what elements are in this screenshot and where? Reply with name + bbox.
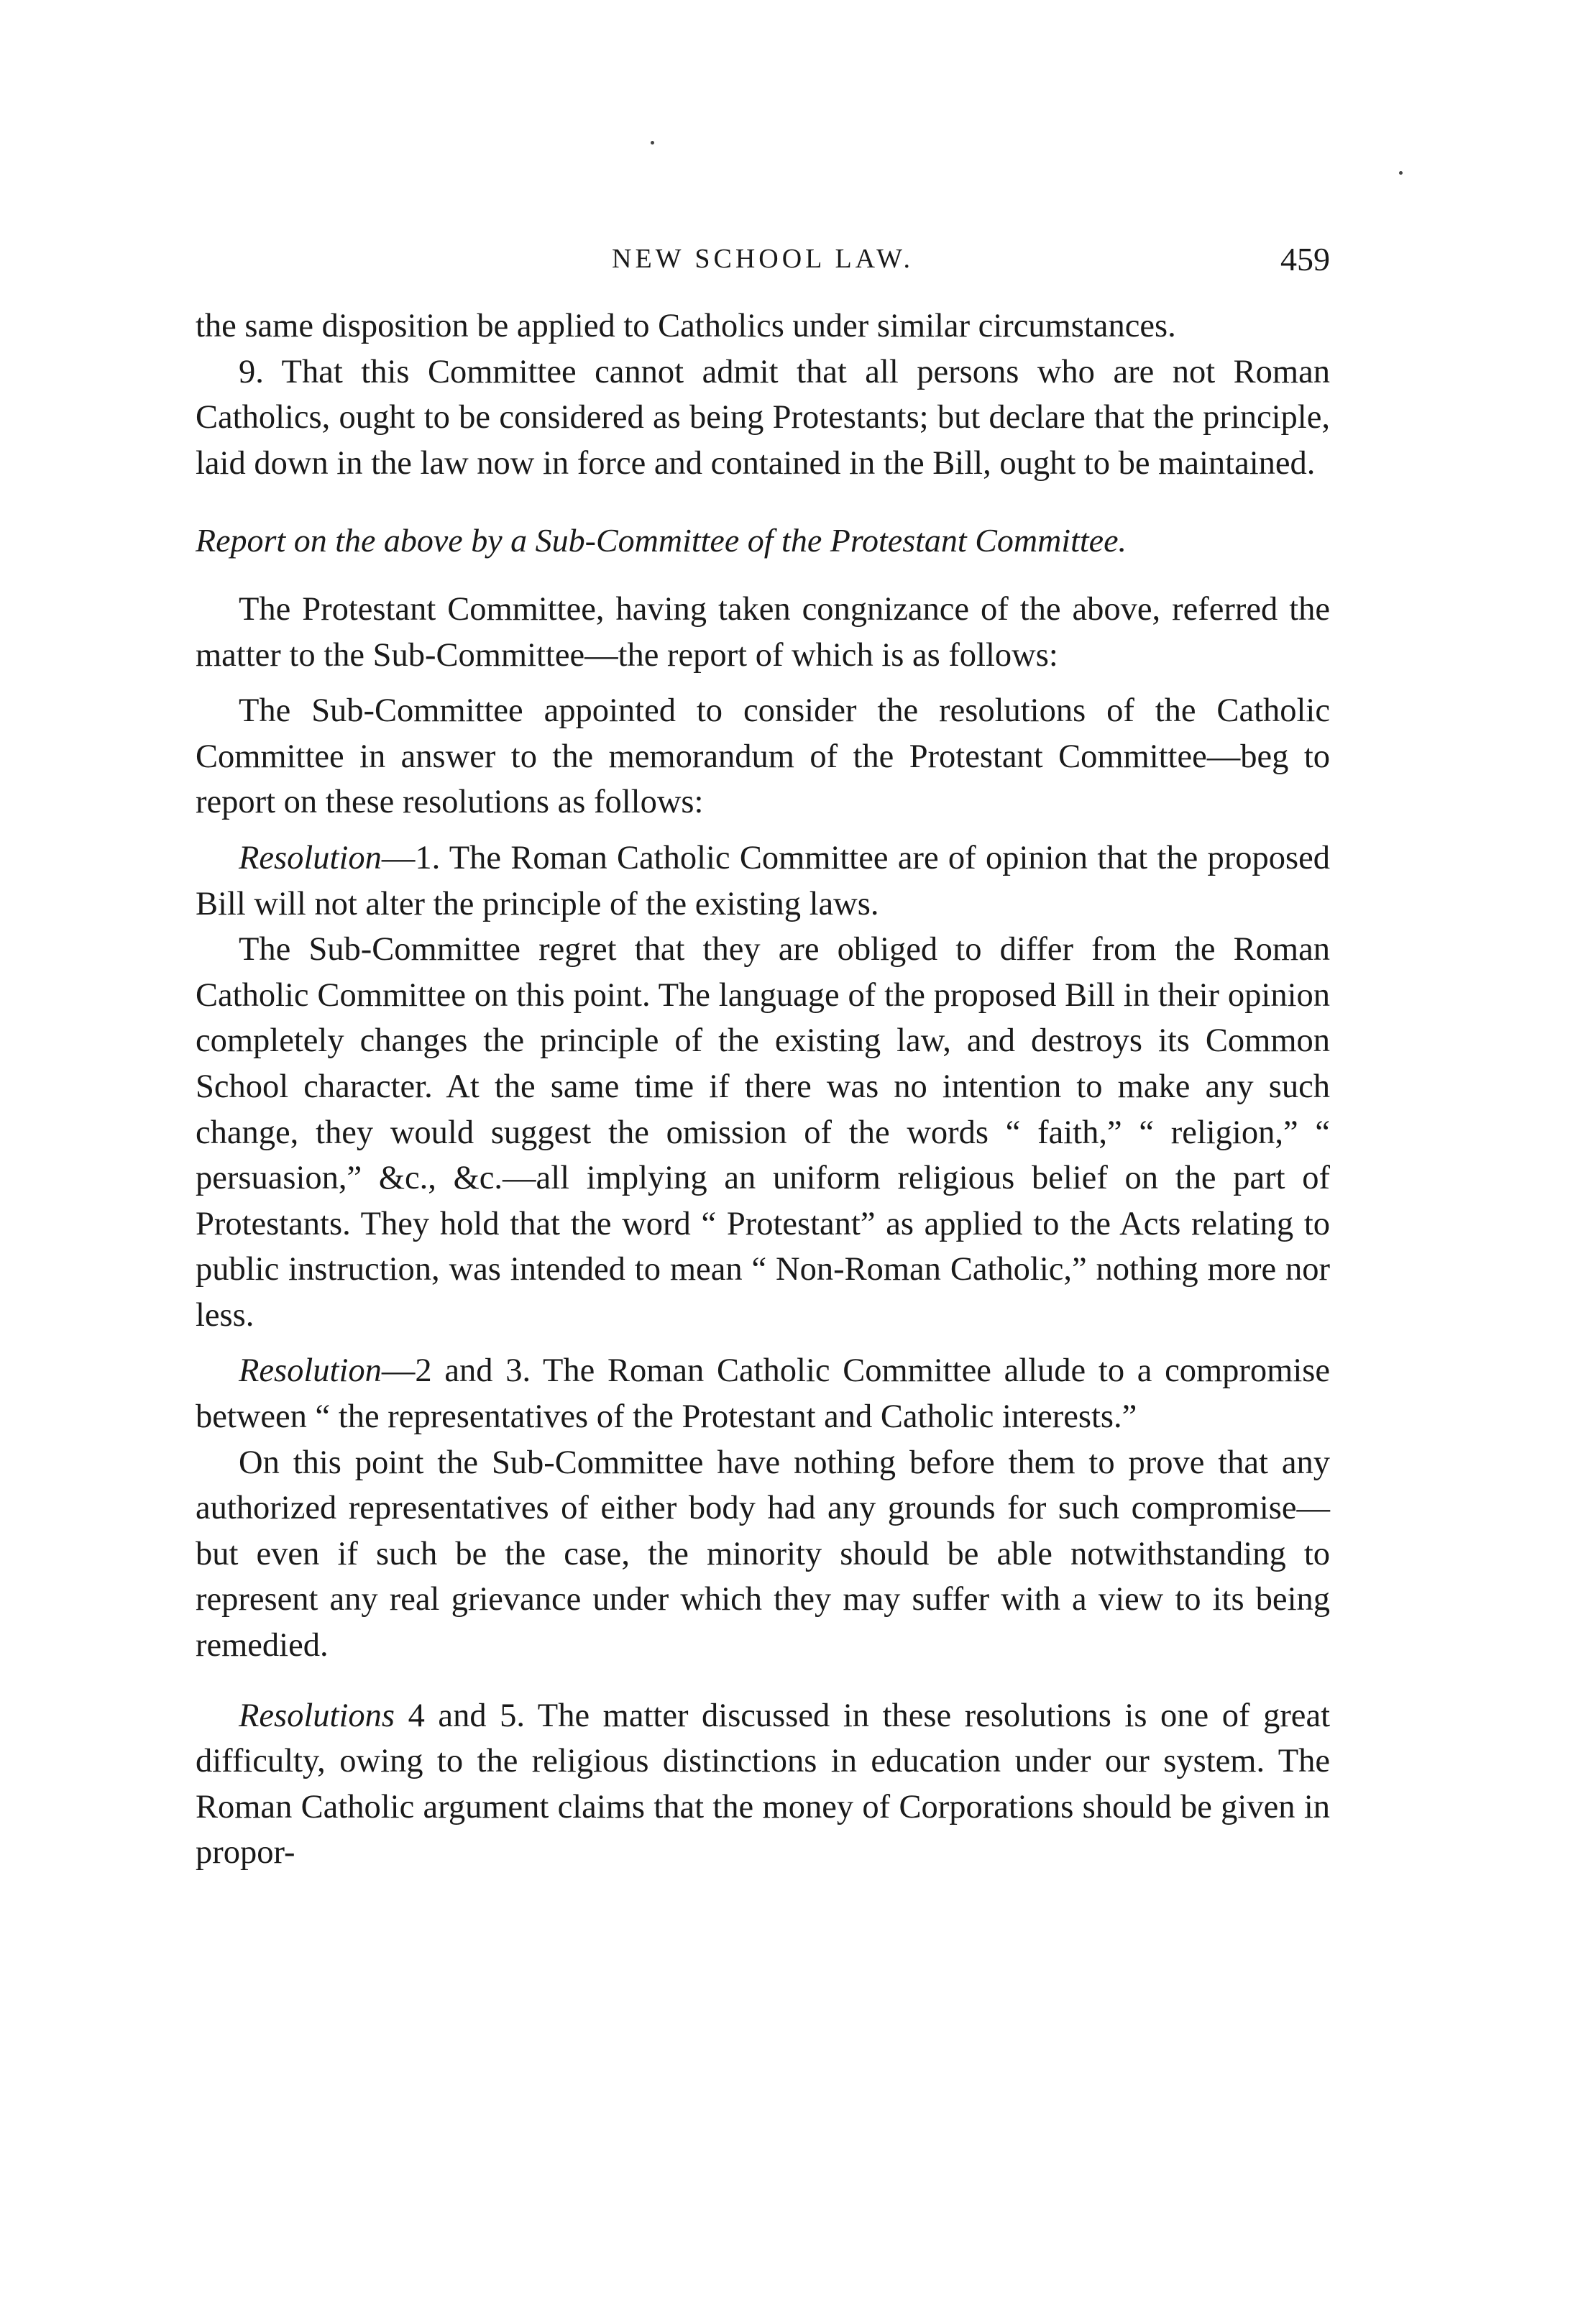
section-heading: Report on the above by a Sub-Committee of the Protestant Committee. (196, 522, 1127, 559)
paragraph-sub-committee-reply: The Sub-Committee regret that they are obliged to differ from the Roman Catholic Committee on this point. The language of the proposed Bill in their opinion completely changes the principle of the existing law, and destroys its Common School character. At the same time if there was no intention to make any such change, they would suggest the omission of the words “ faith,” “ religion,” “ persuasion,” &c., &c.—all implying an uniform religious belief on the part of Protestants. They hold that the word “ Protestant” as applied to the Acts relating to public instruction, was intended to mean “ Non-Roman Catholic,” nothing more nor less. (196, 931, 1330, 1334)
paragraph-clause-9: 9. That this Committee cannot admit that all persons who are not Roman Catholics, ought to be considered as being Protestants; but declare that the principle, laid down in the law now in force and contained in the Bill, ought to be maintained. (196, 353, 1330, 482)
running-head: NEW SCHOOL LAW. (612, 244, 914, 274)
resolutions-label: Resolutions (239, 1697, 395, 1734)
resolutions-text: 4 and 5. The matter discussed in these resolutions is one of great difficulty, owing to the religious distinctions in education under our system. The Roman Catholic argument claims that the money of Corporations should be given in propor- (196, 1697, 1330, 1871)
page-header (196, 243, 1330, 286)
page-body (196, 303, 1330, 1876)
paragraph-protestant-committee: The Protestant Committee, having taken congnizance of the above, referred the matter to the Sub-Committee—the report of which is as follows: (196, 590, 1330, 674)
paragraph-resolutions-4-5 (196, 1693, 1330, 1876)
speck (651, 141, 654, 145)
paragraph-resolution-1 (196, 835, 1330, 927)
paragraph-resolution-2-3 (196, 1348, 1330, 1439)
resolution-label: Resolution (239, 839, 382, 876)
paragraph-compromise: On this point the Sub-Committee have nothing before them to prove that any authorized representatives of either body had any grounds for such compromise—but even if such be the case, the minority should be able notwithstanding to represent any real grievance under which they may suffer with a view to its being remedied. (196, 1444, 1330, 1664)
resolution-label: Resolution (239, 1352, 382, 1390)
speck (1399, 171, 1403, 175)
resolution-text: —1. The Roman Catholic Committee are of opinion that the proposed Bill will not alter the principle of the existing laws. (196, 839, 1330, 922)
paragraph-sub-committee: The Sub-Committee appointed to consider the resolutions of the Catholic Committee in answer to the memorandum of the Protestant Committee—beg to report on these resolutions as follows: (196, 692, 1330, 821)
resolution-text: —2 and 3. The Roman Catholic Committee allude to a compromise between “ the representatives of the Protestant and Catholic interests.” (196, 1352, 1330, 1436)
page-number: 459 (1280, 241, 1330, 278)
paragraph-continuation: the same disposition be applied to Catholics under similar circumstances. (196, 308, 1176, 344)
